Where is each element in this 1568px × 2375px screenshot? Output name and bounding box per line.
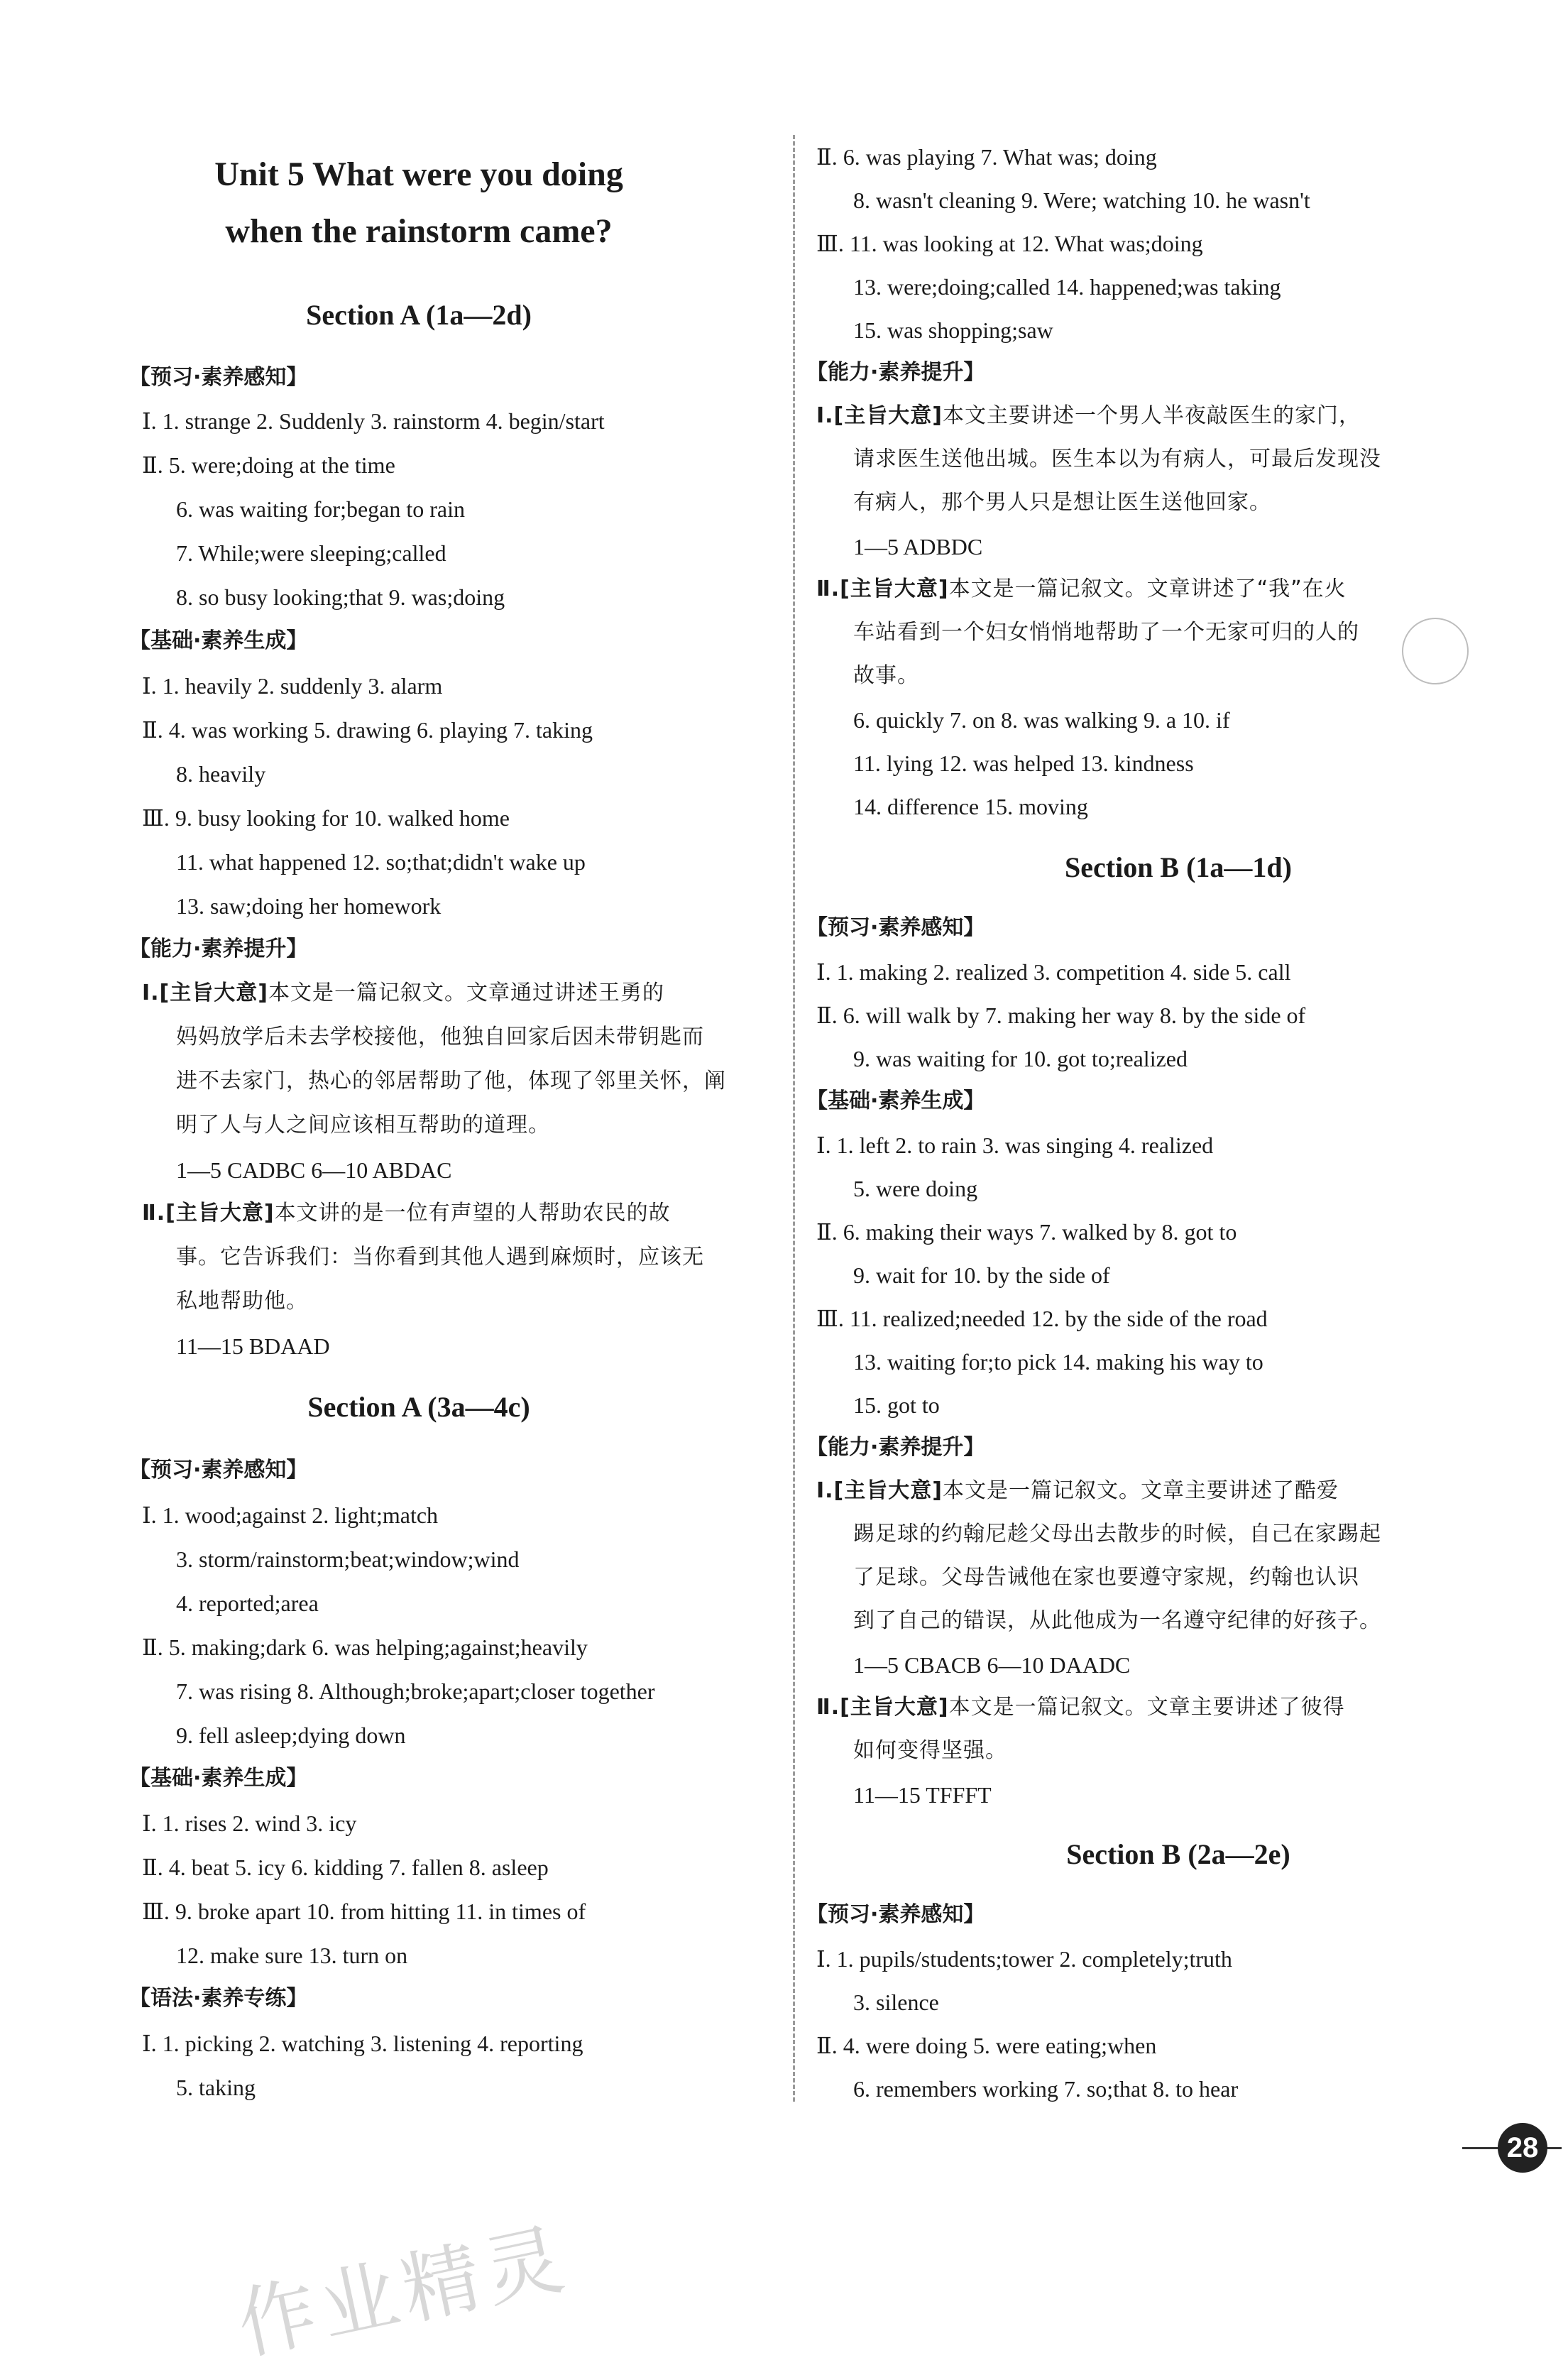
summary-tag: Ⅱ.[主旨大意] — [816, 1695, 949, 1720]
summary-line: 进不去家门，热心的邻居帮助了他，体现了邻里关怀，阐 — [176, 1069, 726, 1093]
summary-line: 车站看到一个妇女悄悄地帮助了一个无家可归的人的 — [853, 620, 1359, 645]
category-heading: 【预习·素养感知】 — [806, 915, 985, 940]
answer-line: 12. make sure 13. turn on — [176, 1943, 408, 1968]
answer-line: Ⅱ. 5. were;doing at the time — [142, 452, 395, 478]
answer-line: 6. remembers working 7. so;that 8. to hear — [853, 2076, 1239, 2102]
summary-line: 如何变得坚强。 — [853, 1738, 1007, 1763]
answer-line: 11—15 TFFFT — [853, 1782, 992, 1808]
answer-line: Ⅰ. 1. pupils/students;tower 2. completely;truth — [816, 1946, 1232, 1972]
answer-line: 14. difference 15. moving — [853, 794, 1088, 819]
summary-line — [142, 1203, 671, 1224]
answer-line: 7. While;were sleeping;called — [176, 540, 446, 566]
answer-line: Ⅱ. 6. was playing 7. What was; doing — [816, 144, 1157, 170]
answer-line: 15. was shopping;saw — [853, 317, 1053, 343]
answer-line: Ⅱ. 4. was working 5. drawing 6. playing 7. taking — [142, 717, 593, 743]
category-heading: 【语法·素养专练】 — [129, 1986, 308, 2011]
summary-line: 私地帮助他。 — [176, 1289, 308, 1314]
summary-text: 本文是一篇记叙文。文章讲述了“我”在火 — [948, 577, 1347, 601]
column-divider — [793, 135, 795, 2102]
answer-line: 11. lying 12. was helped 13. kindness — [853, 750, 1194, 776]
summary-tag: Ⅱ.[主旨大意] — [816, 577, 949, 601]
answer-line: Ⅱ. 6. making their ways 7. walked by 8. got to — [816, 1219, 1237, 1245]
answer-line: Ⅲ. 9. busy looking for 10. walked home — [142, 805, 510, 831]
category-heading: 【基础·素养生成】 — [129, 1766, 308, 1791]
answer-line: 8. so busy looking;that 9. was;doing — [176, 584, 505, 610]
category-heading: 【预习·素养感知】 — [129, 365, 308, 390]
category-heading: 【基础·素养生成】 — [806, 1088, 985, 1113]
answer-line: 13. waiting for;to pick 14. making his way to — [853, 1349, 1263, 1375]
category-heading: 【预习·素养感知】 — [806, 1902, 985, 1927]
answer-line: 1—5 CBACB 6—10 DAADC — [853, 1652, 1131, 1678]
category-heading: 【能力·素养提升】 — [806, 1435, 985, 1460]
answer-line: Ⅰ. 1. making 2. realized 3. competition 4. side 5. call — [816, 959, 1291, 985]
answer-line: Ⅰ. 1. left 2. to rain 3. was singing 4. realized — [816, 1132, 1214, 1158]
answer-line: 9. was waiting for 10. got to;realized — [853, 1046, 1188, 1071]
summary-line: 事。它告诉我们：当你看到其他人遇到麻烦时，应该无 — [176, 1245, 704, 1270]
answer-line: 4. reported;area — [176, 1590, 319, 1616]
summary-line: 有病人，那个男人只是想让医生送他回家。 — [853, 490, 1271, 515]
answer-line: 5. were doing — [853, 1176, 978, 1201]
answer-line: 1—5 CADBC 6—10 ABDAC — [176, 1157, 452, 1183]
summary-line — [816, 1697, 1345, 1718]
answer-line: 7. was rising 8. Although;broke;apart;closer together — [176, 1678, 655, 1704]
summary-line: 请求医生送他出城。医生本以为有病人，可最后发现没 — [853, 447, 1381, 471]
section-title: Section A (1a—2d) — [306, 299, 532, 331]
category-heading: 【基础·素养生成】 — [129, 628, 308, 653]
answer-line: Ⅱ. 6. will walk by 7. making her way 8. by the side of — [816, 1003, 1306, 1028]
answer-line: Ⅲ. 11. realized;needed 12. by the side of the road — [816, 1306, 1268, 1331]
section-title: Section B (2a—2e) — [1066, 1838, 1290, 1870]
answer-line: 11—15 BDAAD — [176, 1333, 330, 1359]
summary-text: 本文主要讲述一个男人半夜敲医生的家门， — [942, 403, 1361, 428]
summary-text: 本文讲的是一位有声望的人帮助农民的故 — [274, 1201, 671, 1225]
answer-line: 13. saw;doing her homework — [176, 893, 442, 919]
summary-tag: Ⅱ.[主旨大意] — [142, 1201, 275, 1225]
page-number: 28 — [1498, 2123, 1547, 2173]
watermark: 作业精灵 — [229, 2212, 577, 2371]
answer-line: Ⅰ. 1. picking 2. watching 3. listening 4. reporting — [142, 2031, 583, 2056]
stamp-mark — [1402, 618, 1469, 684]
category-heading: 【预习·素养感知】 — [129, 1458, 308, 1483]
section-title: Section B (1a—1d) — [1065, 851, 1292, 883]
answer-line: 3. silence — [853, 1989, 939, 2015]
summary-line: 明了人与人之间应该相互帮助的道理。 — [176, 1113, 550, 1137]
summary-tag: Ⅰ.[主旨大意] — [142, 981, 268, 1005]
answer-line: 3. storm/rainstorm;beat;window;wind — [176, 1546, 520, 1572]
summary-line: 妈妈放学后未去学校接他，他独自回家后因未带钥匙而 — [176, 1025, 704, 1049]
unit-title-line-2: when the rainstorm came? — [225, 212, 613, 250]
answer-line: Ⅱ. 4. beat 5. icy 6. kidding 7. fallen 8. asleep — [142, 1855, 549, 1880]
answer-line: Ⅰ. 1. wood;against 2. light;match — [142, 1502, 439, 1528]
answer-line: 5. taking — [176, 2075, 256, 2100]
category-heading: 【能力·素养提升】 — [129, 937, 308, 961]
summary-tag: Ⅰ.[主旨大意] — [816, 403, 943, 428]
answer-line: Ⅱ. 5. making;dark 6. was helping;against;heavily — [142, 1634, 588, 1660]
summary-line: 踢足球的约翰尼趁父母出去散步的时候，自己在家踢起 — [853, 1522, 1381, 1546]
answer-line: 9. fell asleep;dying down — [176, 1722, 406, 1748]
answer-line: Ⅲ. 9. broke apart 10. from hitting 11. in times of — [142, 1899, 586, 1924]
answer-line: 8. heavily — [176, 761, 266, 787]
summary-text: 本文是一篇记叙文。文章主要讲述了酷爱 — [942, 1478, 1339, 1503]
summary-text: 本文是一篇记叙文。文章主要讲述了彼得 — [948, 1695, 1345, 1720]
answer-line: 6. quickly 7. on 8. was walking 9. a 10. if — [853, 707, 1230, 733]
summary-line: 到了自己的错误，从此他成为一名遵守纪律的好孩子。 — [853, 1608, 1381, 1633]
answer-line: Ⅱ. 4. were doing 5. were eating;when — [816, 2033, 1157, 2058]
summary-line: 故事。 — [853, 663, 919, 688]
summary-line: 了足球。父母告诫他在家也要遵守家规，约翰也认识 — [853, 1565, 1359, 1590]
answer-line: Ⅰ. 1. rises 2. wind 3. icy — [142, 1811, 357, 1836]
category-heading: 【能力·素养提升】 — [806, 360, 985, 385]
summary-line — [816, 405, 1361, 427]
answer-line: Ⅲ. 11. was looking at 12. What was;doing — [816, 231, 1203, 256]
summary-line — [142, 983, 664, 1004]
unit-title-line-1: Unit 5 What were you doing — [214, 155, 623, 193]
answer-line: 8. wasn't cleaning 9. Were; watching 10. he wasn't — [853, 187, 1310, 213]
answer-line: 1—5 ADBDC — [853, 534, 983, 559]
summary-line — [816, 1480, 1339, 1502]
summary-tag: Ⅰ.[主旨大意] — [816, 1478, 943, 1503]
answer-line: 15. got to — [853, 1392, 940, 1418]
answer-line: 6. was waiting for;began to rain — [176, 496, 465, 522]
answer-line: 13. were;doing;called 14. happened;was taking — [853, 274, 1281, 300]
summary-text: 本文是一篇记叙文。文章通过讲述王勇的 — [268, 981, 664, 1005]
answer-line: 11. what happened 12. so;that;didn't wake up — [176, 849, 586, 875]
answer-line: Ⅰ. 1. heavily 2. suddenly 3. alarm — [142, 673, 443, 699]
section-title: Section A (3a—4c) — [307, 1391, 530, 1423]
answer-line: 9. wait for 10. by the side of — [853, 1262, 1110, 1288]
summary-line — [816, 579, 1347, 600]
answer-line: Ⅰ. 1. strange 2. Suddenly 3. rainstorm 4. begin/start — [142, 408, 605, 434]
